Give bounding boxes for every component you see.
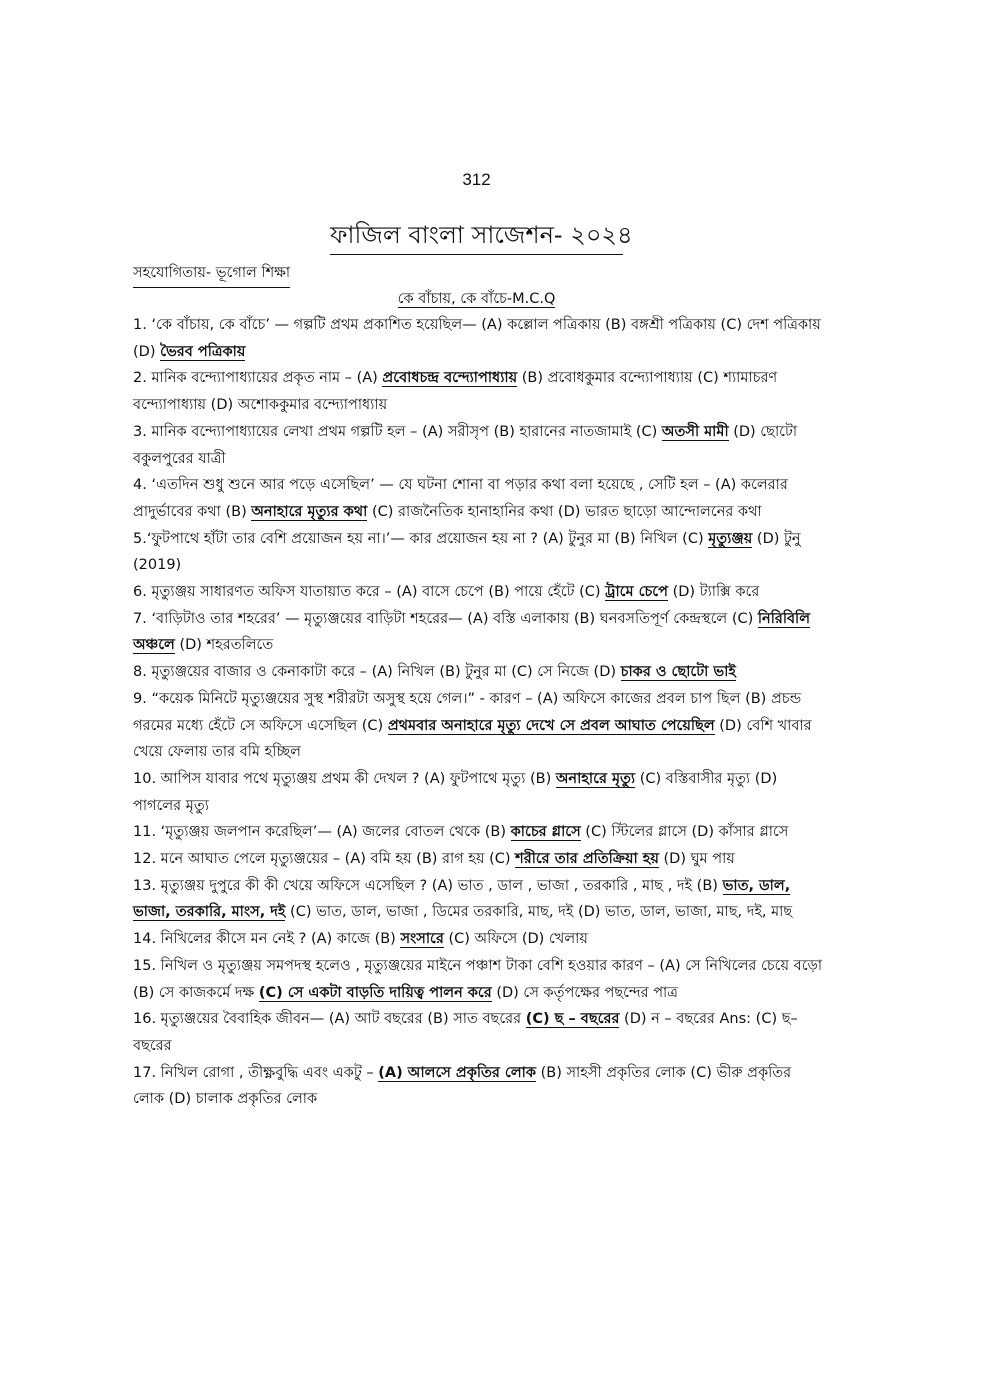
correct-answer: (C) সে একটা বাড়তি দায়িত্ব পালন করে bbox=[258, 984, 492, 1001]
question-text-tail: (D) ন – বছরের Ans: (C) ছ–বছরের bbox=[133, 1011, 798, 1054]
question-item bbox=[133, 659, 823, 686]
question-item bbox=[133, 312, 823, 365]
question-item bbox=[133, 819, 823, 846]
question-text-tail: (C) বস্তিবাসীর মৃত্যু (D) পাগলের মৃত্যু bbox=[133, 770, 778, 814]
question-text-tail: (D) টুনু (2019) bbox=[133, 530, 801, 574]
question-item bbox=[133, 526, 823, 579]
section-heading-text: কে বাঁচায়, কে বাঁচে-M.C.Q bbox=[397, 291, 556, 307]
question-text-tail: (B) সাহসী প্রকৃতির লোক (C) ভীরু প্রকৃতির লোক (D) চালাক প্রকৃতির লোক bbox=[133, 1064, 792, 1108]
question-item bbox=[133, 606, 823, 659]
question-item bbox=[133, 686, 823, 766]
question-text-tail: (D) শহরতলিতে bbox=[174, 637, 274, 654]
question-item bbox=[133, 472, 823, 525]
correct-answer: ভাত, ডাল, ভাজা, তরকারি, মাংস, দই bbox=[133, 877, 791, 921]
question-item bbox=[133, 1060, 823, 1113]
question-text: 4. ‘এতদিন শুধু শুনে আর পড়ে এসেছিল’ — যে ঘটনা শোনা বা পড়ার কথা বলা হয়েছে , সেটি হল – (A) কলেরার প্রাদুর্ভাবের কথা (B) bbox=[133, 477, 788, 520]
correct-answer: (A) আলসে প্রকৃতির লোক bbox=[378, 1064, 536, 1081]
question-list bbox=[133, 312, 823, 1113]
question-text: 5.‘ফুটপাথে হাঁটা তার বেশি প্রয়োজন হয় না।’— কার প্রয়োজন হয় না ? (A) টুনুর মা (B) নিখিল (C) bbox=[133, 530, 709, 547]
question-text: 15. নিখিল ও মৃত্যুঞ্জয় সমপদস্থ হলেও , মৃত্যুঞ্জয়ের মাইনে পঞ্চাশ টাকা বেশি হওয়ার কারণ – (A) সে নিখিলের চেয়ে বড়ো (B) সে কাজকর্মে দক্ষ bbox=[133, 957, 823, 1001]
question-text-tail: (C) ভাত, ডাল, ভাজা , ডিমের তরকারি, মাছ, দই (D) ভাত, ডাল, ভাজা, মাছ, দই, মাছ bbox=[285, 904, 793, 921]
question-text: 10. আপিস যাবার পথে মৃত্যুঞ্জয় প্রথম কী দেখল ? (A) ফুটপাথে মৃত্যু (B) bbox=[133, 770, 556, 787]
correct-answer: নিরিবিলি অঞ্চলে bbox=[133, 610, 811, 654]
question-item bbox=[133, 926, 823, 953]
question-item bbox=[133, 579, 823, 606]
question-item bbox=[133, 1006, 823, 1059]
question-text-tail: (C) অফিসে (D) খেলায় bbox=[443, 931, 588, 948]
question-text: 9. “কয়েক মিনিটে মৃত্যুঞ্জয়ের সুস্থ শরীরটা অসুস্থ হয়ে গেল।” - কারণ – (A) অফিসে কাজের প্রবল চাপ ছিল (B) প্রচন্ড গরমের মধ্যে হেঁটে সে অফিসে এসেছিল (C) bbox=[133, 690, 802, 734]
question-item bbox=[133, 846, 823, 873]
question-item bbox=[133, 953, 823, 1006]
correct-answer: প্রথমবার অনাহারে মৃত্যু দেখে সে প্রবল আঘাত পেয়েছিল bbox=[387, 717, 715, 734]
question-text: 3. মানিক বন্দ্যোপাধ্যায়ের লেখা প্রথম গল্পটি হল – (A) সরীসৃপ (B) হারানের নাতজামাই (C) bbox=[133, 423, 662, 440]
question-text-tail: (C) রাজনৈতিক হানাহানির কথা (D) ভারত ছাড়ো আন্দোলনের কথা bbox=[367, 503, 762, 520]
section-heading bbox=[0, 288, 953, 312]
question-item bbox=[133, 365, 823, 418]
question-item bbox=[133, 873, 823, 926]
question-text: 17. নিখিল রোগা , তীক্ষ্ণবুদ্ধি এবং একটু – bbox=[133, 1064, 379, 1081]
question-text: 7. ‘বাড়িটাও তার শহরের’ — মৃত্যুঞ্জয়ের বাড়িটা শহরের— (A) বস্তি এলাকায় (B) ঘনবসতিপূর্ণ কেন্দ্রস্থলে (C) bbox=[133, 610, 758, 627]
correct-answer: (C) ছ – বছরের bbox=[525, 1011, 620, 1028]
page-number: 312 bbox=[462, 170, 491, 189]
question-item bbox=[133, 419, 823, 472]
correct-answer: মৃত্যুঞ্জয় bbox=[708, 530, 753, 547]
question-text-tail: (D) ট্যাক্সি করে bbox=[667, 584, 760, 601]
question-text: 11. ‘মৃত্যুঞ্জয় জলপান করেছিল’— (A) জলের বোতল থেকে (B) bbox=[133, 824, 511, 841]
question-text: 1. ‘কে বাঁচায়, কে বাঁচে’ — গল্পটি প্রথম প্রকাশিত হয়েছিল— (A) কল্লোল পত্রিকায় (B) বঙ্গশ্রী পত্রিকায় (C) দেশ পত্রিকায় (D) bbox=[133, 317, 821, 360]
correct-answer: অনাহারে মৃত্যুর কথা bbox=[251, 503, 368, 520]
question-text-tail: (C) স্টিলের গ্লাসে (D) কাঁসার গ্লাসে bbox=[580, 824, 789, 841]
correct-answer: শরীরে তার প্রতিক্রিয়া হয় bbox=[515, 851, 659, 868]
correct-answer: ট্রামে চেপে bbox=[605, 584, 668, 601]
correct-answer: কাচের গ্লাসে bbox=[510, 824, 581, 841]
question-item bbox=[133, 766, 823, 819]
correct-answer: ভৈরব পত্রিকায় bbox=[160, 343, 246, 360]
question-text: 16. মৃত্যুঞ্জয়ের বৈবাহিক জীবন— (A) আট বছরের (B) সাত বছরের bbox=[133, 1011, 526, 1028]
question-text-tail: (D) ঘুম পায় bbox=[658, 851, 735, 868]
page-title: ফাজিল বাংলা সাজেশন- ২০২৪ bbox=[330, 216, 623, 255]
question-text-tail: (D) ছোটো বকুলপুরের যাত্রী bbox=[133, 423, 798, 467]
question-text: 6. মৃত্যুঞ্জয় সাধারণত অফিস যাতায়াত করে – (A) বাসে চেপে (B) পায়ে হেঁটে (C) bbox=[133, 584, 606, 601]
question-text: 13. মৃত্যুঞ্জয় দুপুরে কী কী খেয়ে অফিসে এসেছিল ? (A) ভাত , ডাল , ভাজা , তরকারি , মাছ , দই (B) bbox=[133, 877, 723, 894]
question-text: 14. নিখিলের কীসে মন নেই ? (A) কাজে (B) bbox=[133, 931, 401, 948]
question-text: 12. মনে আঘাত পেলে মৃত্যুঞ্জয়ের – (A) বমি হয় (B) রাগ হয় (C) bbox=[133, 851, 516, 868]
question-text-tail: (D) বেশি খাবার খেয়ে ফেলায় তার বমি হচ্ছিল bbox=[133, 717, 812, 761]
correct-answer: সংসারে bbox=[400, 931, 444, 948]
question-text-tail: (B) প্রবোধকুমার বন্দ্যোপাধ্যায় (C) শ্যামাচরণ বন্দ্যোপাধ্যায় (D) অশোককুমার বন্দ্যোপাধ্যায় bbox=[133, 370, 778, 414]
correct-answer: অতসী মামী bbox=[661, 423, 729, 440]
question-text-tail: (D) সে কর্তৃপক্ষের পছন্দের পাত্র bbox=[491, 984, 678, 1001]
question-text: 2. মানিক বন্দ্যোপাধ্যায়ের প্রকৃত নাম – (A) bbox=[133, 370, 383, 387]
collaboration-credit: সহযোগিতায়- ভূগোল শিক্ষা bbox=[133, 262, 290, 288]
correct-answer: প্রবোধচন্দ্র বন্দ্যোপাধ্যায় bbox=[382, 370, 518, 387]
correct-answer: অনাহারে মৃত্যু bbox=[555, 770, 636, 787]
question-text: 8. মৃত্যুঞ্জয়ের বাজার ও কেনাকাটা করে – (A) নিখিল (B) টুনুর মা (C) সে নিজে (D) bbox=[133, 664, 621, 681]
correct-answer: চাকর ও ছোটো ভাই bbox=[620, 664, 736, 681]
